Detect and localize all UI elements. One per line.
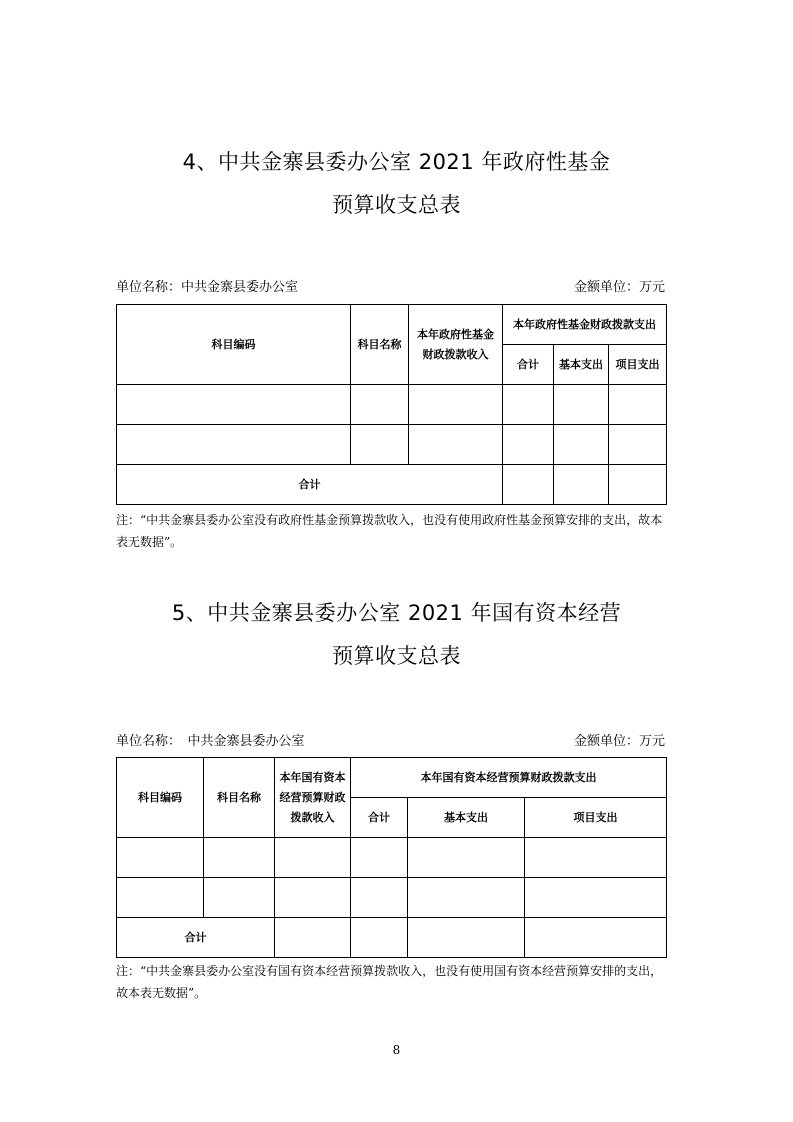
header-subject-code: 科目编码 (117, 305, 351, 385)
header-income: 本年政府性基金财政拨款收入 (409, 305, 503, 385)
table-row (117, 425, 667, 465)
page-number: 8 (392, 1043, 401, 1057)
header-subject-name: 科目名称 (204, 758, 275, 838)
section4-amount-unit: 金额单位：万元 (573, 280, 665, 295)
header-basic-expense: 基本支出 (554, 345, 609, 385)
section4-note: 注：“中共金寨县委办公室没有政府性基金预算拨款收入，也没有使用政府性基金预算安排的支出，故本表无数据”。 (116, 513, 663, 549)
table-row (117, 838, 667, 878)
section4-title-line1: 4、中共金寨县委办公室 2021 年政府性基金 (182, 150, 611, 174)
header-expense-group: 本年政府性基金财政拨款支出 (503, 305, 667, 345)
header-subject-code: 科目编码 (117, 758, 204, 838)
section5-note: 注：“中共金寨县委办公室没有国有资本经营预算拨款收入，也没有使用国有资本经营预算安排的支出，故本表无数据”。 (116, 964, 663, 1000)
section5-amount-unit: 金额单位：万元 (573, 734, 665, 749)
total-row (117, 465, 667, 505)
section5-title-line1: 5、中共金寨县委办公室 2021 年国有资本经营 (171, 601, 622, 625)
section5-title-line2: 预算收支总表 (332, 644, 461, 668)
header-project-expense: 项目支出 (525, 798, 667, 838)
total-row (117, 918, 667, 958)
section5-budget-table (116, 757, 667, 958)
header-expense-group: 本年国有资本经营预算财政拨款支出 (351, 758, 667, 798)
section4-budget-table (116, 304, 667, 505)
header-subject-name: 科目名称 (351, 305, 409, 385)
header-basic-expense: 基本支出 (408, 798, 525, 838)
total-row-label: 合计 (117, 465, 503, 505)
section5-unit-name: 单位名称： 中共金寨县委办公室 (116, 734, 305, 749)
header-expense-total: 合计 (351, 798, 408, 838)
section4-unit-name: 单位名称：中共金寨县委办公室 (116, 280, 299, 295)
header-project-expense: 项目支出 (609, 345, 667, 385)
header-expense-total: 合计 (503, 345, 554, 385)
section4-title-line2: 预算收支总表 (332, 193, 461, 217)
total-row-label: 合计 (117, 918, 275, 958)
header-income: 本年国有资本经营预算财政拨款收入 (275, 758, 351, 838)
table-row (117, 878, 667, 918)
table-row (117, 385, 667, 425)
